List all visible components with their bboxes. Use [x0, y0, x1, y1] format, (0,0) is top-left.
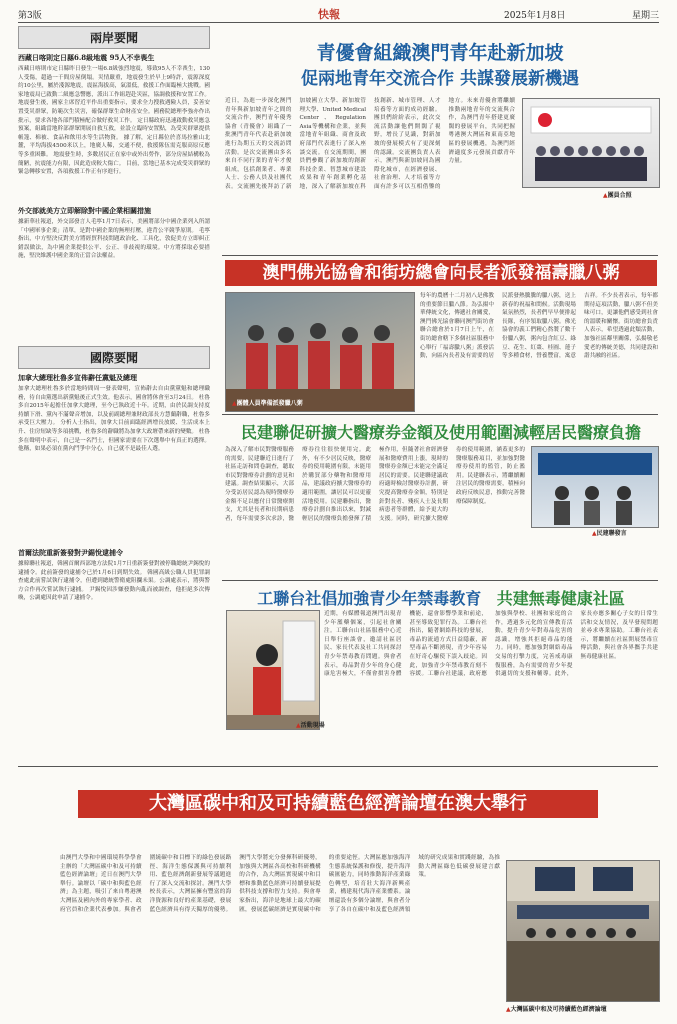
buddhist-article-body: 每年的農曆十二月初八是佛教的重要節日臘八節。為弘揚中華傳統文化，傳遞社會關愛，澳門佛光協會聯同澳門街坊會聯合總會於1月7日上午，在街坊總會轄下多個社區服務中心舉行「福壽臘八粥」派發活動，向區內長者及有需要的居民派發熱騰騰的臘八粥，送上新春的祝福和問候。活動現場氣氛熱烈，長者們早早便排起長隊，有序領取臘八粥。佛光協會的義工們精心熬製了數千份臘八粥，粥內包含紅豆、綠豆、花生、紅棗、桂圓、蓮子等多種食材，營養豐富，寓意吉祥。不少長者表示，每年都期待這項活動，臘八粥不但美味可口，更讓他們感受到社會的溫暖和關懷。街坊總會負責人表示，希望透過此類活動，加強社區鄰里關係，弘揚敬老愛老的傳統美德，共同建設和諧共融的社區。 [420, 293, 658, 360]
medical-photo [531, 446, 659, 528]
article-headline: 首爾法院重新簽發對尹錫悅逮捕令 [18, 548, 123, 557]
issue-weekday: 星期三 [631, 11, 659, 21]
article-headline: 加拿大總理杜魯多宣佈辭任黨魁及總理 [18, 373, 137, 382]
divider [18, 766, 658, 767]
section-title-cross-strait: 兩岸要聞 [18, 26, 210, 49]
labor-photo-art [227, 611, 319, 729]
labor-photo [226, 610, 320, 730]
buddhist-headline: 澳門佛光協會和街坊總會向長者派發福壽臘八粥 [225, 260, 657, 286]
buddhist-photo-art [226, 293, 414, 411]
article-body: 西藏日喀則市定日縣昨日發生一場6.8級強烈地震，導致95人不幸喪生，130人受傷，超過一千間房屋倒塌。災情嚴重，地震發生於早上9時許，震源深度約10公里，屬於淺源地震，震區海拔高，氣溫低，救援工作面臨極大挑戰。國家地震局已啟動二級應急響應，派出工作組趕赴災區，協調救援和安置工作。 地震發生後，國家主席習近平作出重要指示，要求全力搜救遇險人員，妥善安置受災群眾，防範次生災害，確保群眾生命財產安全。國務院總理李強亦作出批示，要求各地各部門積極配合做好救災工作。 定日縣政府迅速啟動救災應急預案，組織當地幹部群眾開展自救互救，並設立臨時安置點，為受災群眾提供帳篷、棉被、食品和飲用水等生活物資。 據了解，定日縣位於喜馬拉雅山北麓，平均海拔4500米以上，地廣人稀，交通不便，救援隊伍需克服高原反應等多重困難。 地震發生時，多數居民正在家中或外出勞作，部分房屋結構較為簡陋，抗震能力有限，因此造成較大傷亡。 目前，當地已基本完成受災群眾的緊急轉移安置，各項救援工作正有序進行。 [18, 66, 210, 176]
youth-group-photo [522, 98, 660, 188]
medical-headline: 民建聯促研擴大醫療券金額及使用範圍減輕居民醫療負擔 [240, 423, 641, 442]
youth-headline-1: 青優會組織澳門青年赴新加坡 [316, 42, 564, 64]
medical-article-body-cont [531, 540, 657, 576]
labor-article-body-cont [226, 732, 318, 762]
youth-photo-caption: ▲團員合照 [603, 192, 632, 199]
article-body: 據新華社報道，外交部發言人毛寧1月7日表示，美國將部分中國企業列入所謂「中國軍事企業」清單，是對中國企業的無理打壓，違背公平競爭原則。 毛寧指出，中方堅決反對美方將經貿科技問題政治化、工具化，敦促美方立即糾正錯誤做法，為中國企業提供公平、公正、非歧視的環境。中方將採取必要措施，堅決維護中國企業的正當合法權益。 [18, 219, 210, 260]
bay-headline: 大灣區碳中和及可持續藍色經濟論壇在澳大舉行 [78, 790, 598, 818]
left-column [18, 26, 210, 746]
logo-icon [538, 113, 552, 127]
article-headline: 外交部就美方立即解除對中國企業相關措施 [18, 206, 151, 215]
labor-photo-caption: ▲活動現場 [296, 722, 325, 729]
buddhist-photo [225, 292, 415, 412]
youth-article-body: 近日，為進一步深化澳門青年與新加坡青年之間的交流合作，澳門青年優秀協會（青優會）組織了一批澳門青年代表赴新加坡進行為期五天的交流訪問活動。是次交流團由多名來自不同行業的青年才俊組成，包括創業者、專業人士、公務人員及社團代表。交流團先後拜訪了新加坡國立大學、新加坡管理大學、United Medical Center、Regulation Asia等機構和企業，並與當地青年組織、商會及政府部門代表進行了深入座談交流。在交流期間，團員們參觀了新加坡的創新科技企業、智慧城市建設成果和青年創業孵化基地，深入了解新加坡在科技創新、城市管理、人才培養等方面的成功經驗。團員們紛紛表示，此次交流活動讓他們開闊了視野，增長了見識，對新加坡的發展模式有了更深刻的認識。交流團負責人表示，澳門與新加坡同為國際化城市，在經濟發展、社會治理、人才培養等方面有許多可以互相借鑒的地方。未來青優會將繼續推動兩地青年的交流與合作，為澳門青年搭建更廣闊的發展平台，共同把握粵港澳大灣區和東南亞地區的發展機遇，為澳門經濟適度多元發展貢獻青年力量。 [225, 98, 515, 190]
medical-photo-art [532, 447, 658, 527]
buddhist-photo-caption: ▲團體人員準備派發臘八粥 [232, 400, 303, 407]
divider [222, 255, 658, 256]
bay-photo-caption: ▲大灣區碳中和及可持續藍色經濟論壇 [506, 1006, 607, 1013]
section-title-international: 國際要聞 [18, 346, 210, 369]
issue-date: 2025年1月8日 [504, 11, 566, 21]
article-body: 加拿大總理杜魯多於當地時間周一發表聲明，宣佈辭去自由黨黨魁和總理職務，待自由黨選出新黨魁後正式生效。他表示，國會將休會至3月24日。 杜魯多自2015年起擔任加拿大總理，至今已執政近十年。近期，由於民調支持度持續下滑、黨內不滿聲音增加，以及前副總理兼財政部長方慧蘭辭職，杜魯多承受巨大壓力。 分析人士指出，加拿大目前面臨經濟增長放緩、生活成本上升、住房短缺等多項挑戰，杜魯多的辭職將為加拿大政壇帶來新的變數。 杜魯多在聲明中表示，自己是一名鬥士，但國家需要在下次選舉中有真正的選擇。他稱，如果必須在黨內鬥爭中分心，自己就不是最佳人選。 [18, 386, 210, 453]
youth-photo-art [523, 99, 659, 187]
page-number: 第3版 [18, 11, 42, 21]
youth-article-body-cont [522, 200, 658, 250]
medical-article-body: 為深入了解市民對醫療服務的需要，民建聯近日進行了社區走訪和問卷調查，聽取市民對醫療券計劃的意見和建議。調查結果顯示，大部分受訪居民認為現時醫療券金額不足以應付日常醫療開支，尤其是長者和長期病患者，每年需要多次求診，醫療券往往很快便用完。此外，有不少居民反映，醫療券的使用範圍有限，未能用於購買部分藥物和醫療用品，建議政府擴大醫療券的適用範圍，讓居民可以更靈活地使用。民建聯指出，醫療券計劃自推出以來，對減輕居民的醫療負擔發揮了積極作用，但隨著社會經濟發展和醫療費用上漲，現時的醫療券金額已未能完全滿足居民的需要。民建聯建議政府適時檢討醫療券計劃，研究提高醫療券金額，特別是針對長者、殘疾人士及長期病患者等群體，給予更大的支援。同時，研究擴大醫療券的使用範圍，涵蓋更多的醫療服務項目，並加強對醫療券使用的監管，防止濫用。民建聯表示，將繼續關注居民的醫療需要，積極向政府反映民意，推動完善醫療保障制度。 [225, 447, 525, 522]
medical-photo-caption: ▲民建聯發言 [592, 530, 627, 537]
labor-headline: 工聯台社倡加強青少年禁毒教育 共建無毒健康社區 [257, 589, 625, 608]
paper-name: 快報 [318, 8, 340, 21]
youth-headline-2: 促兩地青年交流合作 共謀發展新機遇 [301, 69, 579, 89]
bay-photo [506, 860, 660, 1002]
bay-article-body: 由澳門大學和中國環境科學學會主辦的「大灣區碳中和及可持續藍色經濟論壇」近日在澳門大學舉行。論壇以「碳中和與藍色經濟」為主題，吸引了來自粵港澳大灣區及國內外的專家學者、政府官員和企業代表參加。與會者圍繞碳中和目標下的綠色發展路徑、海洋生態保護與可持續利用、藍色經濟創新發展等議題進行了深入交流和探討。澳門大學校長表示，大灣區擁有豐富的海洋資源和良好的產業基礎，發展藍色經濟具有得天獨厚的優勢。澳門大學將充分發揮科研優勢，加強與大灣區各高校和科研機構的合作，為大灣區實現碳中和目標和推動藍色經濟可持續發展提供科技支撐和智力支持。與會專家指出，海洋是地球上最大的碳匯，發展藍碳經濟是實現碳中和的重要途徑。大灣區應加強海洋生態系統保護和修復，提升海洋碳匯能力，同時推動海洋產業綠色轉型，培育壯大海洋新興產業，構建現代海洋產業體系。論壇還設有多個分論壇，與會者分享了各自在碳中和及藍色經濟領域的研究成果和實踐經驗，為推動大灣區綠色低碳發展建言獻策。 [60, 855, 500, 913]
labor-article-body: 近期，有媒體報道澳門出現青少年濫藥個案，引起社會關注。工聯台山社區服務中心近日舉行座談會，邀請社區居民、家長代表及社工共同探討青少年禁毒教育問題。與會者表示，毒品對青少年的身心健康危害極大，不僅會損害身體機能，還會影響學業和前途，甚至導致犯罪行為。工聯台社指出，隨著網絡科技的發展，毒品的流通方式日益隱蔽，新型毒品不斷湧現，青少年容易在好奇心驅使下誤入歧途。因此，加強青少年禁毒教育刻不容緩。工聯台社建議，政府應加強與學校、社團和家庭的合作，透過多元化的宣傳教育活動，提升青少年對毒品危害的認識，增強其拒絕毒品的能力。同時，應加強對網絡毒品交易的打擊力度，完善戒毒康復服務，為有需要的青少年提供適切的支援和輔導。此外，家長亦應多關心子女的日常生活和交友情況，及早發現問題並尋求專業協助。工聯台社表示，將繼續在社區開展禁毒宣傳活動，與社會各界攜手共建無毒健康社區。 [324, 611, 658, 678]
divider [222, 414, 658, 415]
page-header [18, 6, 659, 23]
article-body: 據韓聯社報道，韓國首爾西部地方法院1月7日重新簽發對被停職總統尹錫悅的逮捕令。此前簽發的逮捕令已於1月6日到期失效。 韓國高級公職人員犯罪調查處此前嘗試執行逮捕令，但遭到總統警衛處阻攔未果。公調處表示，將與警方合作再次嘗試執行逮捕。 尹錫悅因涉嫌發動內亂而被調查，他拒絕多次傳喚，公調處因此申請了逮捕令。 [18, 561, 210, 602]
divider [222, 580, 658, 581]
article-headline: 西藏日喀則定日縣6.8級地震 95人不幸喪生 [18, 53, 155, 62]
bay-photo-art [507, 861, 659, 1001]
